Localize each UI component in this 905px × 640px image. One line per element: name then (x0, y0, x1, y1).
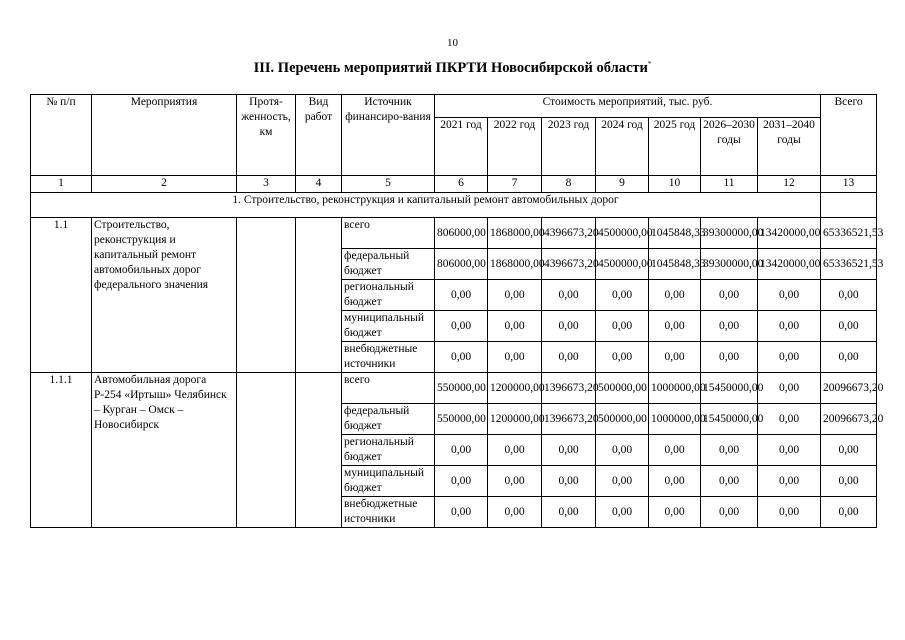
value-cell: 0,00 (542, 497, 596, 528)
value-cell: 0,00 (488, 311, 542, 342)
value-cell: 15450000,00 (701, 373, 758, 404)
work-type-cell (296, 373, 342, 528)
value-cell: 13420000,00 (758, 249, 821, 280)
value-cell: 13420000,00 (758, 218, 821, 249)
header-num: № п/п (31, 95, 92, 176)
value-cell: 0,00 (758, 342, 821, 373)
value-cell: 39300000,00 (701, 249, 758, 280)
groups-body (31, 218, 884, 528)
value-cell: 0,00 (649, 497, 701, 528)
column-number: 13 (821, 176, 877, 193)
value-cell: 0,00 (758, 311, 821, 342)
funding-source: муниципальный бюджет (342, 311, 435, 342)
value-cell: 15450000,00 (701, 404, 758, 435)
value-cell: 0,00 (649, 435, 701, 466)
value-cell: 0,00 (596, 466, 649, 497)
funding-source: всего (342, 373, 435, 404)
table-row (31, 373, 877, 404)
title-text: III. Перечень мероприятий ПКРТИ Новосибирской области (253, 60, 648, 76)
header-total: Всего (821, 95, 877, 176)
funding-source: региональный бюджет (342, 280, 435, 311)
value-cell: 0,00 (435, 342, 488, 373)
value-cell: 0,00 (488, 280, 542, 311)
header-year: 2026–2030 годы (701, 118, 758, 176)
value-cell: 0,00 (488, 497, 542, 528)
value-cell: 0,00 (435, 497, 488, 528)
value-cell: 0,00 (596, 342, 649, 373)
value-cell: 20096673,20 (821, 404, 877, 435)
header-year: 2031–2040 годы (758, 118, 821, 176)
activities-table (30, 94, 884, 528)
length-cell (237, 373, 296, 528)
value-cell: 0,00 (542, 466, 596, 497)
value-cell: 39300000,00 (701, 218, 758, 249)
value-cell: 0,00 (821, 497, 877, 528)
activity-name: Строительство, реконструкция и капитальный ремонт автомобильных дорог федерального значения (92, 218, 237, 373)
value-cell: 0,00 (596, 311, 649, 342)
value-cell: 0,00 (701, 466, 758, 497)
value-cell: 1045848,33 (649, 218, 701, 249)
table-row (31, 218, 877, 249)
value-cell: 0,00 (701, 497, 758, 528)
row-number: 1.1.1 (31, 373, 92, 528)
page-number: 10 (447, 37, 458, 49)
value-cell: 550000,00 (435, 404, 488, 435)
funding-source: внебюджетные источники (342, 342, 435, 373)
section-title: 1. Строительство, реконструкция и капитальный ремонт автомобильных дорог (31, 193, 821, 218)
column-number: 4 (296, 176, 342, 193)
value-cell: 0,00 (542, 280, 596, 311)
value-cell: 0,00 (435, 466, 488, 497)
value-cell: 65336521,53 (821, 218, 877, 249)
activity-name: Автомобильная дорога Р-254 «Иртыш» Челябинск – Курган – Омск – Новосибирск (92, 373, 237, 528)
value-cell: 806000,00 (435, 249, 488, 280)
row-number: 1.1 (31, 218, 92, 373)
column-numbers-row (31, 176, 877, 193)
value-cell: 806000,00 (435, 218, 488, 249)
value-cell: 0,00 (649, 466, 701, 497)
value-cell: 20096673,20 (821, 373, 877, 404)
funding-source: муниципальный бюджет (342, 466, 435, 497)
title-footnote: * (647, 60, 652, 69)
work-type-cell (296, 218, 342, 373)
value-cell: 1200000,00 (488, 404, 542, 435)
value-cell: 0,00 (821, 311, 877, 342)
value-cell: 1868000,00 (488, 218, 542, 249)
value-cell: 1000000,00 (649, 373, 701, 404)
value-cell: 0,00 (758, 497, 821, 528)
column-number: 8 (542, 176, 596, 193)
value-cell: 0,00 (488, 342, 542, 373)
value-cell: 0,00 (821, 466, 877, 497)
funding-source: всего (342, 218, 435, 249)
value-cell: 0,00 (649, 280, 701, 311)
header-year: 2024 год (596, 118, 649, 176)
value-cell: 1396673,20 (542, 373, 596, 404)
section-row (31, 193, 877, 218)
value-cell: 0,00 (435, 280, 488, 311)
value-cell: 0,00 (758, 466, 821, 497)
length-cell (237, 218, 296, 373)
header-work-type: Вид работ (296, 95, 342, 176)
value-cell: 0,00 (758, 280, 821, 311)
value-cell: 4396673,20 (542, 249, 596, 280)
value-cell: 0,00 (701, 280, 758, 311)
value-cell: 1396673,20 (542, 404, 596, 435)
value-cell: 0,00 (758, 435, 821, 466)
value-cell: 0,00 (596, 497, 649, 528)
value-cell: 0,00 (758, 373, 821, 404)
value-cell: 0,00 (821, 342, 877, 373)
value-cell: 0,00 (758, 404, 821, 435)
header-year: 2025 год (649, 118, 701, 176)
page-title (0, 60, 905, 77)
value-cell: 0,00 (542, 435, 596, 466)
header-source: Источник финансиро-вания (342, 95, 435, 176)
header-length: Протя-женность, км (237, 95, 296, 176)
column-number: 11 (701, 176, 758, 193)
value-cell: 65336521,53 (821, 249, 877, 280)
funding-source: региональный бюджет (342, 435, 435, 466)
value-cell: 0,00 (649, 342, 701, 373)
value-cell: 0,00 (596, 435, 649, 466)
header-activity: Мероприятия (92, 95, 237, 176)
section-empty-cell (821, 193, 877, 218)
value-cell: 0,00 (649, 311, 701, 342)
header-cost: Стоимость мероприятий, тыс. руб. (435, 95, 821, 118)
value-cell: 0,00 (701, 435, 758, 466)
value-cell: 0,00 (435, 311, 488, 342)
value-cell: 1868000,00 (488, 249, 542, 280)
value-cell: 0,00 (435, 435, 488, 466)
value-cell: 1200000,00 (488, 373, 542, 404)
column-number: 6 (435, 176, 488, 193)
value-cell: 500000,00 (596, 404, 649, 435)
value-cell: 0,00 (701, 342, 758, 373)
column-number: 9 (596, 176, 649, 193)
value-cell: 0,00 (701, 311, 758, 342)
column-number: 1 (31, 176, 92, 193)
value-cell: 4500000,00 (596, 218, 649, 249)
column-number: 2 (92, 176, 237, 193)
value-cell: 1000000,00 (649, 404, 701, 435)
header-year: 2021 год (435, 118, 488, 176)
value-cell: 4396673,20 (542, 218, 596, 249)
header-year: 2022 год (488, 118, 542, 176)
value-cell: 0,00 (488, 435, 542, 466)
column-number: 7 (488, 176, 542, 193)
value-cell: 0,00 (821, 435, 877, 466)
column-number: 10 (649, 176, 701, 193)
funding-source: федеральный бюджет (342, 404, 435, 435)
value-cell: 0,00 (488, 466, 542, 497)
column-number: 5 (342, 176, 435, 193)
value-cell: 0,00 (542, 311, 596, 342)
value-cell: 1045848,33 (649, 249, 701, 280)
value-cell: 500000,00 (596, 373, 649, 404)
value-cell: 4500000,00 (596, 249, 649, 280)
funding-source: внебюджетные источники (342, 497, 435, 528)
column-number: 3 (237, 176, 296, 193)
column-number: 12 (758, 176, 821, 193)
value-cell: 550000,00 (435, 373, 488, 404)
value-cell: 0,00 (596, 280, 649, 311)
funding-source: федеральный бюджет (342, 249, 435, 280)
value-cell: 0,00 (821, 280, 877, 311)
header-year: 2023 год (542, 118, 596, 176)
value-cell: 0,00 (542, 342, 596, 373)
